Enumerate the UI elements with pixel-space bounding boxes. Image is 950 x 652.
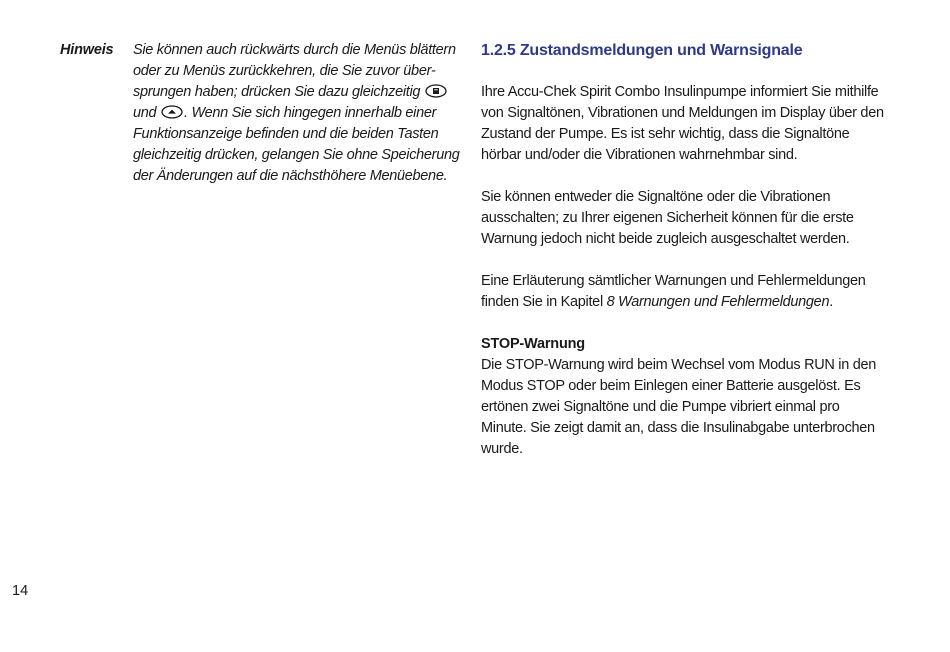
paragraph-switch-off bbox=[481, 187, 921, 250]
note-line: gleichzeitig drücken, gelangen Sie ohne Speicherung bbox=[133, 147, 460, 163]
paragraph-stop-warning bbox=[481, 355, 921, 460]
stop-warning-heading: STOP-Warnung bbox=[481, 336, 585, 352]
paragraph-line: Die STOP-Warnung wird beim Wechsel vom Modus RUN in den bbox=[481, 357, 877, 373]
paragraph-line: Ihre Accu-Chek Spirit Combo Insulinpumpe informiert Sie mithilfe bbox=[481, 84, 879, 100]
paragraph-line: Sie können entweder die Signaltöne oder die Vibrationen bbox=[481, 189, 831, 205]
up-button-icon bbox=[161, 105, 183, 119]
paragraph-intro bbox=[481, 82, 921, 166]
paragraph-reference bbox=[481, 271, 921, 313]
paragraph-line: Minute. Sie zeigt damit an, dass die Insulinabgabe unterbrochen bbox=[481, 420, 875, 436]
note-text bbox=[133, 40, 463, 187]
paragraph-line: Modus STOP oder beim Einlegen einer Batterie ausgelöst. Es bbox=[481, 378, 861, 394]
paragraph-line: ausschalten; zu Ihrer eigenen Sicherheit können für die erste bbox=[481, 210, 854, 226]
paragraph-line: Warnung jedoch nicht beide zugleich ausgeschaltet werden. bbox=[481, 231, 850, 247]
paragraph-line-text: . bbox=[829, 294, 833, 310]
menu-button-icon bbox=[425, 84, 447, 98]
note-line-text: . Wenn Sie sich hingegen innerhalb einer bbox=[184, 105, 437, 121]
paragraph-line: von Signaltönen, Vibrationen und Meldungen im Display über den bbox=[481, 105, 884, 121]
paragraph-line: hörbar und/oder die Vibrationen wahrnehmbar sind. bbox=[481, 147, 798, 163]
paragraph-line: Eine Erläuterung sämtlicher Warnungen und Fehlermeldungen bbox=[481, 273, 866, 289]
chapter-reference: 8 Warnungen und Fehlermeldungen bbox=[606, 294, 830, 310]
note-line: der Änderungen auf die nächsthöhere Menüebene. bbox=[133, 168, 448, 184]
note-line: Funktionsanzeige befinden und die beiden Tasten bbox=[133, 126, 439, 142]
note-line-text: und bbox=[133, 105, 157, 121]
note-line-text: sprungen haben; drücken Sie dazu gleichzeitig bbox=[133, 84, 421, 100]
note-line bbox=[133, 103, 463, 124]
page-number: 14 bbox=[12, 583, 29, 599]
paragraph-line: wurde. bbox=[481, 441, 523, 457]
section-title: 1.2.5 Zustandsmeldungen und Warnsignale bbox=[481, 42, 803, 59]
section-content bbox=[481, 40, 921, 481]
note-label: Hinweis bbox=[60, 42, 114, 58]
paragraph-line: Zustand der Pumpe. Es ist sehr wichtig, dass die Signaltöne bbox=[481, 126, 850, 142]
note-line bbox=[133, 82, 463, 103]
note-line: oder zu Menüs zurückkehren, die Sie zuvor über- bbox=[133, 63, 436, 79]
paragraph-line bbox=[481, 292, 921, 313]
paragraph-line-text: finden Sie in Kapitel bbox=[481, 294, 607, 310]
paragraph-line: ertönen zwei Signaltöne und die Pumpe vibriert einmal pro bbox=[481, 399, 840, 415]
note-line: Sie können auch rückwärts durch die Menüs blättern bbox=[133, 42, 456, 58]
